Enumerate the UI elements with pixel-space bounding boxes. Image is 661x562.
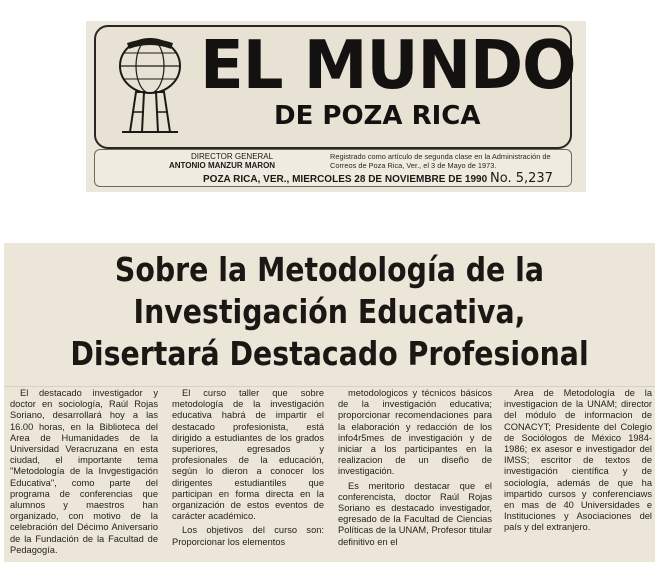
article-headline [4, 249, 655, 375]
director-name: ANTONIO MANZUR MARON [169, 161, 276, 170]
newspaper-title: EL MUNDO [200, 27, 576, 105]
article-clipping [4, 243, 655, 562]
masthead-title-box [94, 25, 576, 149]
article-column-1 [10, 388, 158, 559]
headline-line: Investigación Educativa, [133, 292, 526, 331]
paragraph: El destacado investigador y doctor en sociología, Raúl Rojas Soriano, desarrollará hoy a las 16.00 horas, en la Biblioteca del Area de Humanidades de la Universidad Veracruzana en esta ciudad, el importante tema "Metodología de la Invgestigación Educativa", como parte del programa de conferencias que alumnos y maestros han organizado, con motivo de la celebración del Décimo Aniversario de la Fundación de la Facultad de Pedagogía. [10, 388, 158, 555]
paragraph: Los objetivos del curso son: Proporcionar los elementos [172, 525, 324, 547]
registration-notice: Registrado como artículo de segunda clase en la Administración de Correos de Poza Rica, Ver., el 3 de Mayo de 1973. [330, 152, 551, 170]
issue-number: No. 5,237 [490, 171, 553, 186]
article-column-2 [172, 388, 324, 551]
paragraph: El curso taller que sobre metodología de la investigación educativa habrá de impartir el destacado profesionista, está dirigido a estudiantes de los grados superiores, egresados y profesionales de la educación, según lo dieron a conocer los dirigentes estudiantiles que participan en forma directa en la organización de estos eventos de carácter académico. [172, 388, 324, 522]
newspaper-masthead [86, 21, 586, 192]
director-label: DIRECTOR GENERAL [191, 152, 274, 161]
headline-line: Disertará Destacado Profesional [70, 334, 589, 373]
paragraph: Area de Metodología de la investigacion de la UNAM; director del módulo de informacion de CONACYT; Presidente del Colegio de Sociólogos de México 1984-1986; ex asesor e investigador del IMSS; escritor de textos de investigación científica y de sociología, además de que ha impartido cursos y conferenciaws en mas de 40 Universidades e Instituciones y Asociaciones del país y del extranjero. [504, 388, 652, 533]
headline-line: Sobre la Metodología de la [114, 250, 545, 289]
dateline: POZA RICA, VER., MIERCOLES 28 DE NOVIEMBRE DE 1990 [203, 174, 488, 185]
oil-derrick-globe-icon [114, 32, 186, 136]
article-column-4 [504, 388, 652, 537]
column-rule [4, 386, 655, 387]
masthead-info-bar [94, 149, 572, 187]
paragraph: Es meritorio destacar que el conferencista, doctor Raúl Rojas Soriano es destacado investigador, egresado de la Facultad de Ciencias Políticas de la UNAM, Profesor titular definitivo en el [338, 480, 492, 547]
article-column-3 [338, 388, 492, 551]
newspaper-subtitle: DE POZA RICA [274, 101, 481, 131]
paragraph: metodologicos y técnicos básicos de la investigación educativa; proporcionar recomendaciones para la elaboración y redacción de los info4r5mes de investigación y de iniciar a los participantes en la realizacion de un diseño de investigación. [338, 388, 492, 477]
